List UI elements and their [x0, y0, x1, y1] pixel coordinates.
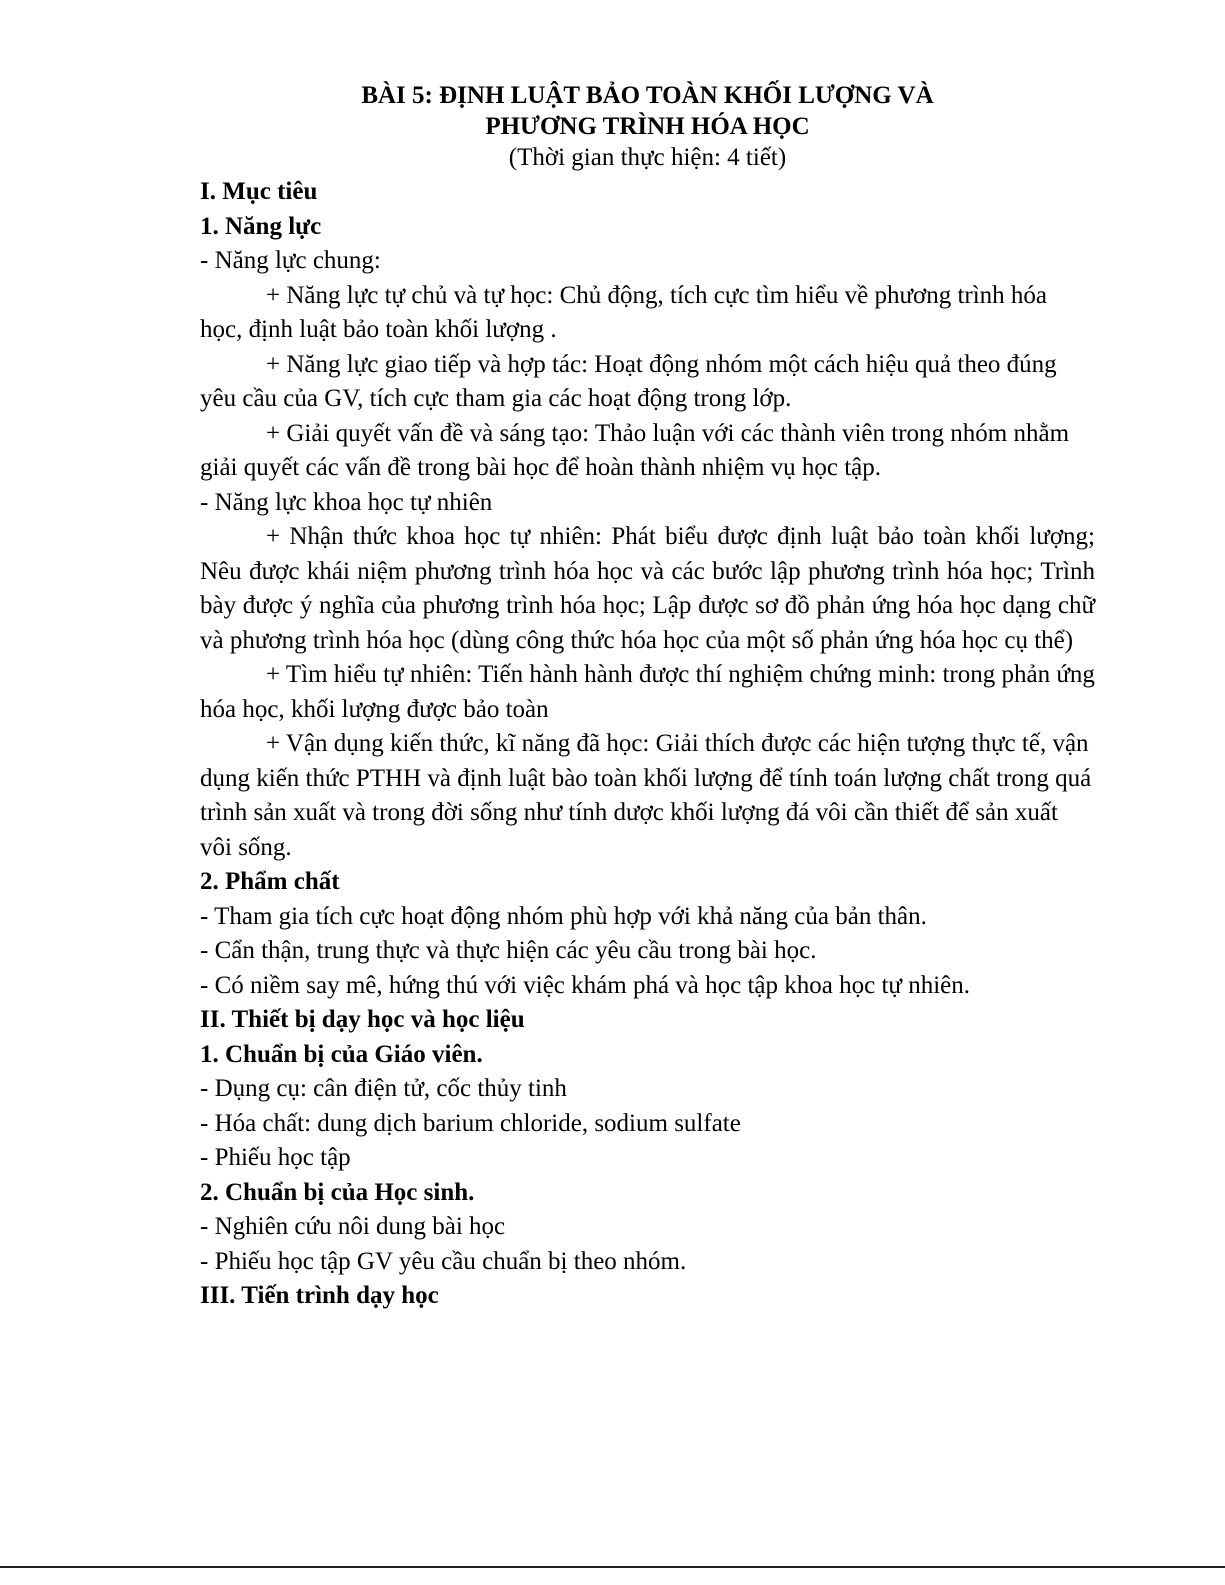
quality-item: - Tham gia tích cực hoạt động nhóm phù hợp với khả năng của bản thân.: [200, 902, 927, 930]
general-competence-item: + Giải quyết vấn đề và sáng tạo: Thảo luận với các thành viên trong nhóm nhằm giải quyết các vấn đề trong bài học để hoàn thành nhiệm vụ học tập.: [200, 419, 1070, 481]
quality-item: - Cẩn thận, trung thực và thực hiện các yêu cầu trong bài học.: [200, 937, 817, 964]
teacher-prep-item: - Hóa chất: dung dịch barium chloride, sodium sulfate: [200, 1109, 741, 1137]
student-prep-heading: 2. Chuẩn bị của Học sinh.: [200, 1178, 475, 1206]
subsection-competence-heading: 1. Năng lực: [200, 212, 322, 240]
quality-item: - Có niềm say mê, hứng thú với việc khám phá và học tập khoa học tự nhiên.: [200, 971, 971, 999]
subsection-quality-heading: 2. Phẩm chất: [200, 868, 340, 895]
page-bottom-divider: [0, 1566, 1225, 1568]
teacher-prep-heading: 1. Chuẩn bị của Giáo viên.: [200, 1040, 483, 1068]
section-2-heading: II. Thiết bị dạy học và học liệu: [200, 1006, 525, 1033]
teacher-prep-item: - Phiếu học tập: [200, 1144, 351, 1171]
science-competence-label: - Năng lực khoa học tự nhiên: [200, 488, 493, 516]
document-title-line-1: BÀI 5: ĐỊNH LUẬT BẢO TOÀN KHỐI LƯỢNG VÀ: [361, 82, 934, 109]
section-1-heading: I. Mục tiêu: [200, 178, 318, 205]
science-competence-item: + Vận dụng kiến thức, kĩ năng đã học: Giải thích được các hiện tượng thực tế, vận dụng kiến thức PTHH và định luật bào toàn khối lượng để tính toán lượng chất trong quá trình sản xuất và trong đời sống như tính dược khối lượng đá vôi cần thiết để sản xuất vôi sống.: [200, 730, 1092, 861]
document-title-line-2: PHƯƠNG TRÌNH HÓA HỌC: [485, 113, 810, 140]
section-3-heading: III. Tiến trình dạy học: [200, 1282, 439, 1309]
science-competence-item: + Tìm hiểu tự nhiên: Tiến hành hành được thí nghiệm chứng minh: trong phản ứng hóa học, khối lượng được bảo toàn: [200, 661, 1095, 723]
student-prep-item: - Phiếu học tập GV yêu cầu chuẩn bị theo nhóm.: [200, 1247, 687, 1275]
science-competence-item: + Nhận thức khoa học tự nhiên: Phát biểu được định luật bảo toàn khối lượng; Nêu được khái niệm phương trình hóa học và các bước lập phương trình hóa học; Trình bày được ý nghĩa của phương trình hóa học; Lập được sơ đồ phản ứng hóa học dạng chữ và phương trình hóa học (dùng công thức hóa học của một số phản ứng hóa học cụ thể): [200, 523, 1095, 654]
document-duration: (Thời gian thực hiện: 4 tiết): [508, 144, 787, 171]
general-competence-item: + Năng lực tự chủ và tự học: Chủ động, tích cực tìm hiểu về phương trình hóa học, định luật bảo toàn khối lượng .: [200, 281, 1048, 343]
general-competence-item: + Năng lực giao tiếp và hợp tác: Hoạt động nhóm một cách hiệu quả theo đúng yêu cầu của GV, tích cực tham gia các hoạt động trong lớp.: [200, 350, 1057, 412]
teacher-prep-item: - Dụng cụ: cân điện tử, cốc thủy tinh: [200, 1075, 567, 1102]
general-competence-label: - Năng lực chung:: [200, 247, 381, 274]
document-page: [200, 80, 1095, 1314]
student-prep-item: - Nghiên cứu nôi dung bài học: [200, 1213, 506, 1240]
